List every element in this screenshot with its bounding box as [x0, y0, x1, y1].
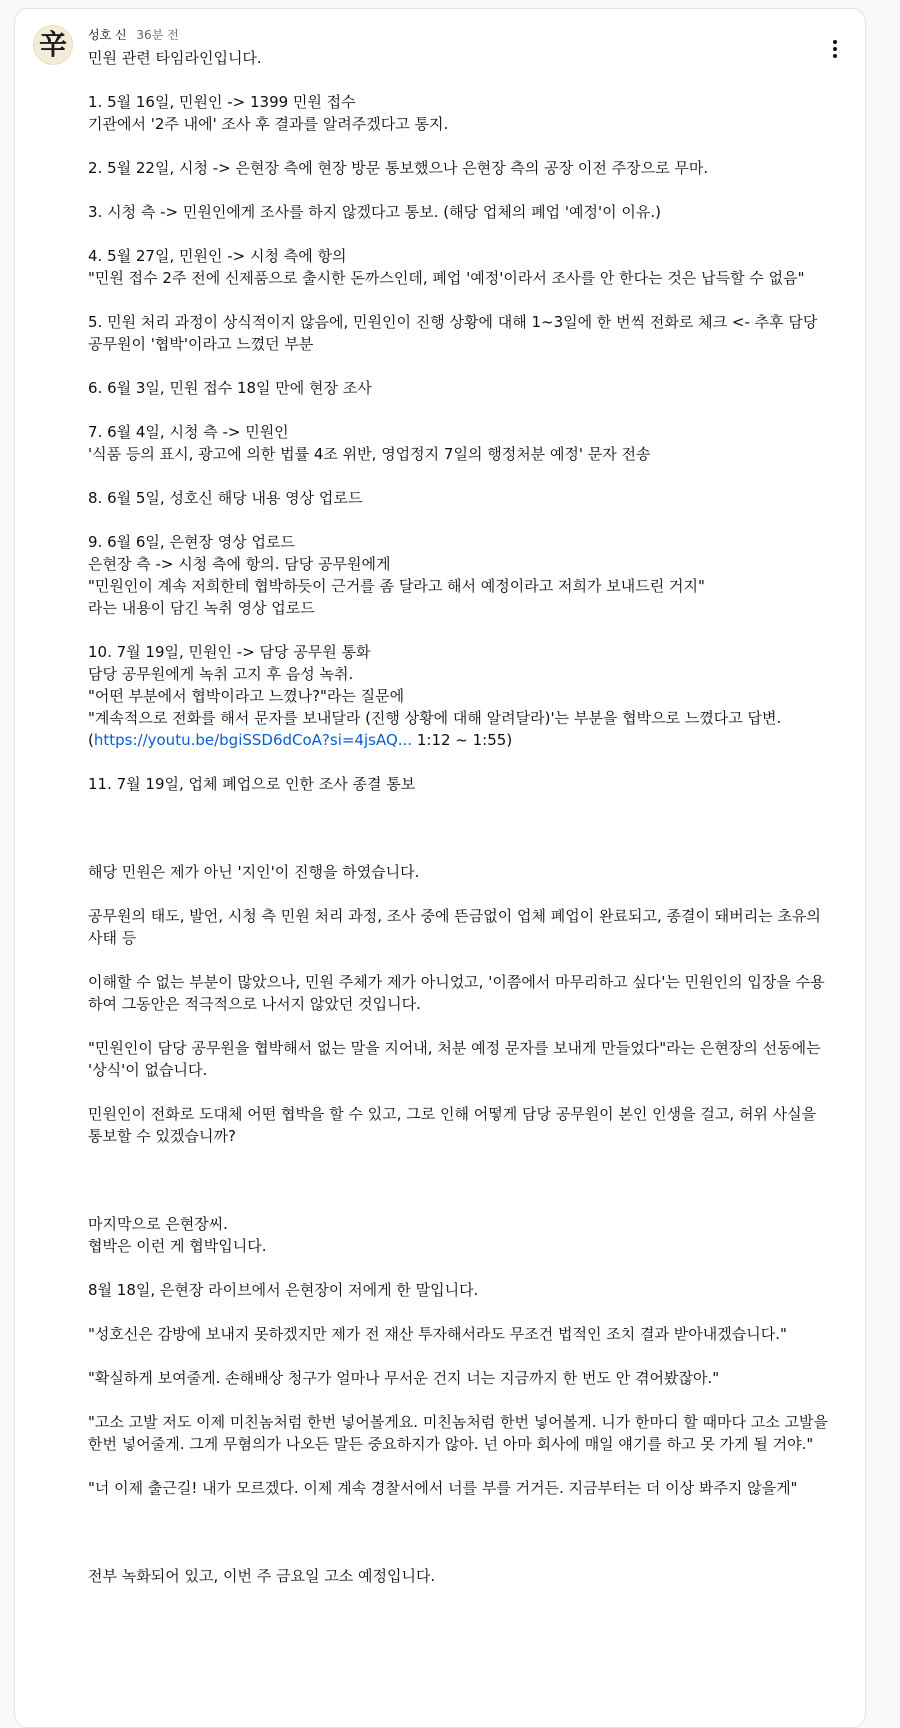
comment-line: 4. 5월 27일, 민원인 -> 시청 측에 항의: [88, 247, 347, 265]
comment-line: 은현장 측 -> 시청 측에 항의. 담당 공무원에게: [88, 555, 391, 573]
comment-line: 9. 6월 6일, 은현장 영상 업로드: [88, 533, 295, 551]
comment-line: 공무원의 태도, 발언, 시청 측 민원 처리 과정, 조사 중에 뜬금없이 업체 폐업이 완료되고, 종결이 돼버리는 초유의 사태 등: [88, 907, 821, 947]
comment-line: 3. 시청 측 -> 민원인에게 조사를 하지 않겠다고 통보. (해당 업체의 폐업 '예정'이 이유.): [88, 203, 661, 221]
comment-line: 11. 7월 19일, 업체 폐업으로 인한 조사 종결 통보: [88, 775, 416, 793]
spacer: [88, 795, 830, 861]
comment-line: 7. 6월 4일, 시청 측 -> 민원인: [88, 423, 289, 441]
comment-line: 해당 민원은 제가 아닌 '지인'이 진행을 하였습니다.: [88, 863, 420, 881]
comment-line: "민원인이 계속 저희한테 협박하듯이 근거를 좀 달라고 해서 예정이라고 저희가 보내드린 거지": [88, 577, 705, 595]
comment-line: "성호신은 감방에 보내지 못하겠지만 제가 전 재산 투자해서라도 무조건 법적인 조치 결과 받아내겠습니다.": [88, 1325, 787, 1343]
comment-text: [88, 47, 830, 1587]
blank-line: [88, 949, 830, 971]
blank-line: [88, 619, 830, 641]
comment-line: 민원인이 전화로 도대체 어떤 협박을 할 수 있고, 그로 인해 어떻게 담당 공무원이 본인 인생을 걸고, 허위 사실을 통보할 수 있겠습니까?: [88, 1105, 817, 1145]
comment-line: 5. 민원 처리 과정이 상식적이지 않음에, 민원인이 진행 상황에 대해 1~3일에 한 번씩 전화로 체크 <- 추후 담당 공무원이 '협박'이라고 느꼈던 부분: [88, 313, 818, 353]
comment-line: 협박은 이런 게 협박입니다.: [88, 1237, 267, 1255]
comment-line: "확실하게 보여줄게. 손해배상 청구가 얼마나 무서운 건지 너는 지금까지 한 번도 안 겪어봤잖아.": [88, 1369, 720, 1387]
comment-line: "어떤 부분에서 협박이라고 느꼈나?"라는 질문에: [88, 687, 405, 705]
spacer: [88, 1499, 830, 1565]
comment-line: 8. 6월 5일, 성호신 해당 내용 영상 업로드: [88, 489, 363, 507]
blank-line: [88, 883, 830, 905]
author-name[interactable]: 성호 신: [88, 28, 127, 42]
comment-line: 6. 6월 3일, 민원 접수 18일 만에 현장 조사: [88, 379, 372, 397]
youtube-link[interactable]: https://youtu.be/bgiSSD6dCoA?si=4jsAQ...: [93, 731, 413, 749]
comment-line: 1. 5월 16일, 민원인 -> 1399 민원 접수: [88, 93, 356, 111]
avatar-glyph: 辛: [38, 28, 67, 61]
blank-line: [88, 223, 830, 245]
comment-line: "고소 고발 저도 이제 미친놈처럼 한번 넣어볼게요. 미친놈처럼 한번 넣어볼게. 니가 한마디 할 때마다 고소 고발을 한번 넣어줄게. 그게 무혐의가 나오든 말든 중요하지가 않아. 넌 아마 회사에 매일 얘기를 하고 못 가게 될 거야.": [88, 1413, 829, 1453]
comment-line: '식품 등의 표시, 광고에 의한 법률 4조 위반, 영업정지 7일의 행정처분 예정' 문자 전송: [88, 445, 651, 463]
comment-line: "계속적으로 전화를 해서 문자를 보내달라 (진행 상황에 대해 알려달라)'는 부분을 협박으로 느꼈다고 답변.: [88, 709, 782, 727]
comment-line: 전부 녹화되어 있고, 이번 주 금요일 고소 예정입니다.: [88, 1567, 436, 1585]
blank-line: [88, 1257, 830, 1279]
link-line: [88, 729, 830, 751]
comment-line: "너 이제 출근길! 내가 모르겠다. 이제 계속 경찰서에서 너를 부를 거거든. 지금부터는 더 이상 봐주지 않을게": [88, 1479, 798, 1497]
blank-line: [88, 1345, 830, 1367]
blank-line: [88, 135, 830, 157]
avatar[interactable]: [33, 25, 73, 65]
blank-line: [88, 1455, 830, 1477]
comment-line: 민원 관련 타임라인입니다.: [88, 49, 262, 67]
comment-line: 라는 내용이 담긴 녹취 영상 업로드: [88, 599, 315, 617]
comment-line: 10. 7월 19일, 민원인 -> 담당 공무원 통화: [88, 643, 371, 661]
blank-line: [88, 69, 830, 91]
comment-line: "민원 접수 2주 전에 신제품으로 출시한 돈까스인데, 폐업 '예정'이라서 조사를 안 한다는 것은 납득할 수 없음": [88, 269, 805, 287]
blank-line: [88, 355, 830, 377]
blank-line: [88, 465, 830, 487]
blank-line: [88, 1301, 830, 1323]
link-prefix: (: [88, 731, 94, 749]
blank-line: [88, 289, 830, 311]
blank-line: [88, 1081, 830, 1103]
link-suffix: 1:12 ~ 1:55): [412, 731, 513, 749]
blank-line: [88, 399, 830, 421]
blank-line: [88, 509, 830, 531]
comment-line: 마지막으로 은현장씨.: [88, 1215, 228, 1233]
comment-line: 8월 18일, 은현장 라이브에서 은현장이 저에게 한 말입니다.: [88, 1281, 479, 1299]
blank-line: [88, 1015, 830, 1037]
comment-line: 담당 공무원에게 녹취 고지 후 음성 녹취.: [88, 665, 354, 683]
comment-card: [14, 8, 866, 1728]
comment-line: "민원인이 담당 공무원을 협박해서 없는 말을 지어내, 처분 예정 문자를 보내게 만들었다"라는 은현장의 선동에는 '상식'이 없습니다.: [88, 1039, 821, 1079]
comment-line: 2. 5월 22일, 시청 -> 은현장 측에 현장 방문 통보했으나 은현장 측의 공장 이전 주장으로 무마.: [88, 159, 709, 177]
blank-line: [88, 751, 830, 773]
comment-header: [88, 27, 179, 43]
comment-time[interactable]: 36분 전: [136, 28, 179, 42]
blank-line: [88, 1389, 830, 1411]
blank-line: [88, 179, 830, 201]
comment-line: 이해할 수 없는 부분이 많았으나, 민원 주체가 제가 아니었고, '이쯤에서 마무리하고 싶다'는 민원인의 입장을 수용하여 그동안은 적극적으로 나서지 않았던 것입니다.: [88, 973, 825, 1013]
spacer: [88, 1147, 830, 1213]
comment-line: 기관에서 '2주 내에' 조사 후 결과를 알려주겠다고 통지.: [88, 115, 449, 133]
